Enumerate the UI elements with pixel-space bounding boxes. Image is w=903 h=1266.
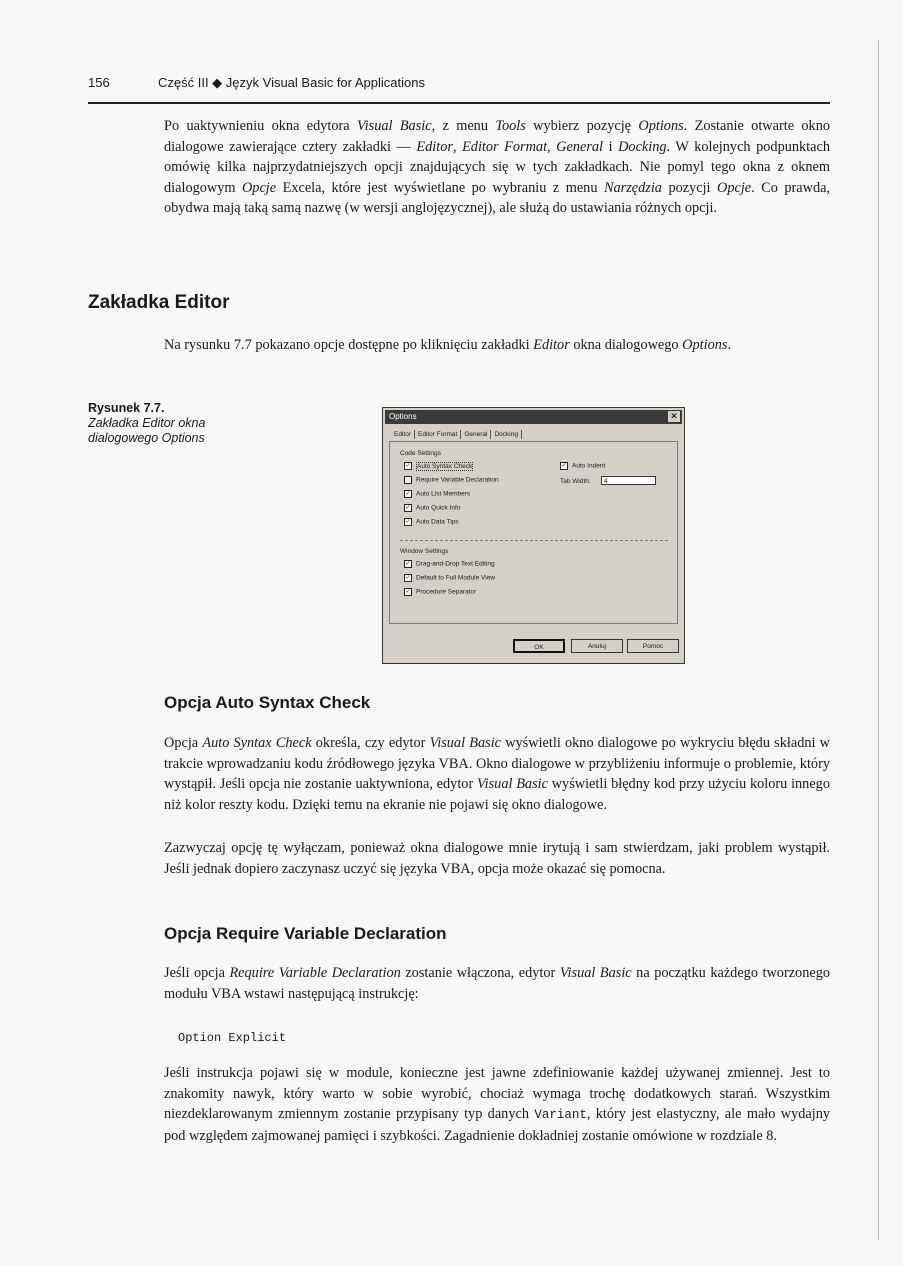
code-line: Option Explicit xyxy=(178,1031,287,1045)
close-icon[interactable]: ✕ xyxy=(668,411,680,422)
window-settings-title: Window Settings xyxy=(400,548,449,555)
tab-docking[interactable]: Docking xyxy=(491,430,521,439)
section-heading-editor: Zakładka Editor xyxy=(88,292,230,313)
options-dialog xyxy=(382,407,685,664)
require-variable-paragraph-1: Jeśli opcja Require Variable Declaration zostanie włączona, edytor Visual Basic na początku każdego tworzonego modułu VBA wstawi następującą instrukcję: xyxy=(164,965,830,1002)
require-variable-paragraph-2: Jeśli instrukcja pojawi się w module, konieczne jest jawne zdefiniowanie każdej używanej zmiennej. Jest to znakomity nawyk, który warto w sobie wyrobić, chociaż wymaga trochę dodatkowych starań. Wszystkim niezdeklarowanym zmiennym zostanie przypisany typ danych Variant, który jest elastyczny, ale mało wydajny pod względem zajmowanej pamięci i szybkości. Zagadnienie dokładniej zostanie omówione w rozdziale 8. xyxy=(164,1065,830,1144)
cancel-button[interactable]: Anuluj xyxy=(571,639,623,653)
checkbox-icon: ✓ xyxy=(405,561,411,567)
auto-quick-info-checkbox[interactable]: ✓ Auto Quick Info xyxy=(405,504,461,512)
running-title: Część III ◆ Język Visual Basic for Applications xyxy=(158,75,425,90)
figure-caption xyxy=(88,401,238,446)
checkbox-icon xyxy=(404,476,412,484)
dialog-tabs xyxy=(391,430,522,439)
code-settings-title: Code Settings xyxy=(400,450,441,457)
checkbox-icon: ✓ xyxy=(561,463,567,469)
auto-data-tips-checkbox[interactable]: ✓ Auto Data Tips xyxy=(405,518,459,526)
auto-syntax-paragraph-1: Opcja Auto Syntax Check określa, czy edytor Visual Basic wyświetli okno dialogowe po wykryciu błędu składni w trakcie wprowadzaniu kodu źródłowego języka VBA. Okno dialogowe w przybliżeniu informuje o problemie, który wystąpił. Jeśli opcja nie zostanie uaktywniona, edytor Visual Basic wyświetli błędny kod przy użyciu koloru innego niż kolor reszty kodu. Dzięki temu na ekranie nie pojawi się okno dialogowe. xyxy=(164,735,830,813)
tab-editor-format[interactable]: Editor Format xyxy=(415,430,461,439)
dialog-title: Options xyxy=(389,412,417,421)
checkbox-icon: ✓ xyxy=(405,505,411,511)
tab-width-input[interactable]: 4 xyxy=(601,476,656,485)
checkbox-icon: ✓ xyxy=(405,519,411,525)
help-button[interactable]: Pomoc xyxy=(627,639,679,653)
tab-width-label: Tab Width: xyxy=(560,478,591,485)
checkbox-icon: ✓ xyxy=(405,575,411,581)
auto-syntax-check-checkbox[interactable]: ✓ Auto Syntax Check xyxy=(405,462,473,470)
checkbox-icon: ✓ xyxy=(405,463,411,469)
editor-tab-panel xyxy=(389,441,678,624)
auto-indent-checkbox[interactable]: ✓ Auto Indent xyxy=(561,462,606,470)
intro-paragraph: Po uaktywnieniu okna edytora Visual Basic, z menu Tools wybierz pozycję Options. Zostanie otwarte okno dialogowe zawierające cztery zakładki — Editor, Editor Format, General i Docking. W kolejnych podpunktach omówię kilka najprzydatniejszych opcji znajdujących się w tych zakładkach. Nie pomyl tego okna z oknem dialogowym Opcje Excela, które jest wyświetlane po wybraniu z menu Narzędzia pozycji Opcje. Co prawda, obydwa mają taką samą nazwę (w wersji anglojęzycznej), ale służą do ustawiania różnych opcji. xyxy=(164,118,831,216)
checkbox-icon: ✓ xyxy=(405,589,411,595)
tab-general[interactable]: General xyxy=(461,430,491,439)
figure-label: Rysunek 7.7. xyxy=(88,401,165,415)
tab-editor[interactable]: Editor xyxy=(391,430,415,439)
scan-edge-line xyxy=(878,40,879,1240)
page-number: 156 xyxy=(88,75,110,90)
require-variable-declaration-checkbox[interactable]: Require Variable Declaration xyxy=(404,476,499,484)
drag-and-drop-checkbox[interactable]: ✓ Drag-and-Drop Text Editing xyxy=(405,560,495,568)
checkbox-icon: ✓ xyxy=(405,491,411,497)
dialog-titlebar xyxy=(385,410,682,424)
auto-list-members-checkbox[interactable]: ✓ Auto List Members xyxy=(405,490,471,498)
editor-paragraph: Na rysunku 7.7 pokazano opcje dostępne po kliknięciu zakładki Editor okna dialogowego Options. xyxy=(164,337,732,353)
page-header xyxy=(88,72,830,104)
group-divider xyxy=(400,540,668,541)
ok-button[interactable]: OK xyxy=(513,639,565,653)
full-module-view-checkbox[interactable]: ✓ Default to Full Module View xyxy=(405,574,496,582)
section-heading-require-variable: Opcja Require Variable Declaration xyxy=(164,924,447,943)
section-heading-auto-syntax: Opcja Auto Syntax Check xyxy=(164,693,371,712)
auto-syntax-paragraph-2: Zazwyczaj opcję tę wyłączam, ponieważ okna dialogowe mnie irytują i sam stwierdzam, jaki problem wystąpił. Jeśli jednak dopiero zaczynasz uczyć się języka VBA, opcja może okazać się pomocna. xyxy=(164,840,830,877)
figure-caption-text: Zakładka Editor okna dialogowego Options xyxy=(88,416,206,445)
procedure-separator-checkbox[interactable]: ✓ Procedure Separator xyxy=(405,588,477,596)
